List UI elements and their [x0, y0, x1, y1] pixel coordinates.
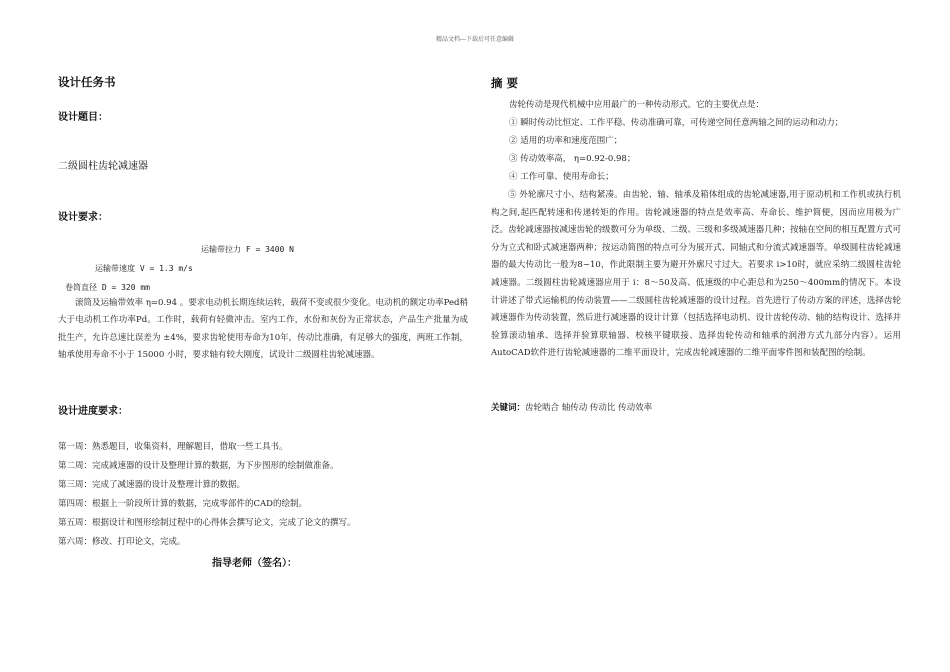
- abstract-title: 摘 要: [491, 76, 519, 90]
- schedule-heading: 设计进度要求：: [58, 406, 128, 417]
- schedule-item-2: 第二周：完成减速器的设计及整理计算的数据，为下步图形的绘制做准备。: [58, 461, 339, 471]
- page-header: 精品文档---下载后可任意编辑: [435, 36, 515, 43]
- abstract-point-1: ① 瞬时传动比恒定、工作平稳、传动准确可靠，可传递空间任意两轴之间的运动和动力；: [509, 118, 844, 128]
- advisor-signature-label: 指导老师（签名）：: [212, 558, 297, 569]
- task-title: 设计任务书: [58, 75, 116, 89]
- param-speed: 运输带速度 V = 1.3 m/s: [95, 264, 193, 273]
- param-diameter: 卷筒直径 D = 320 mm: [65, 283, 150, 292]
- schedule-item-3: 第三周：完成了减速器的设计及整理计算的数据。: [58, 480, 246, 490]
- schedule-item-5: 第五周：根据设计和图形绘制过程中的心得体会撰写论文，完成了论文的撰写。: [58, 518, 356, 528]
- abstract-point-2: ② 适用的功率和速度范围广；: [509, 136, 623, 146]
- abstract-point-3: ③ 传动效率高， η=0.92-0.98；: [509, 154, 636, 164]
- topic-heading: 设计题目：: [58, 112, 108, 123]
- schedule-item-1: 第一周：熟悉题目，收集资料，理解题目，借取一些工具书。: [58, 442, 288, 452]
- topic-text: 二级圆柱齿轮减速器: [58, 161, 148, 172]
- requirements-heading: 设计要求：: [58, 212, 108, 223]
- schedule-item-6: 第六周：修改、打印论文，完成。: [58, 537, 186, 547]
- abstract-point-4: ④ 工作可靠、使用寿命长；: [509, 172, 614, 182]
- keywords-label: 关键词：: [491, 403, 526, 413]
- keywords-line: [491, 400, 652, 417]
- abstract-body: ⑤ 外轮廓尺寸小、结构紧凑。由齿轮、轴、轴承及箱体组成的齿轮减速器,用于原动机和工作机或执行机构之间,起匹配转速和传递转矩的作用。齿轮减速器的特点是效率高、寿命长、维护简便，因而应用极为广泛。齿轮减速器按减速齿轮的级数可分为单级、二级、三级和多级减速器几种；按轴在空间的相互配置方式可分为立式和卧式减速器两种；按运动简图的特点可分为展开式、同轴式和分流式减速器等。单级圆柱齿轮减速器的最大传动比一般为8~10，作此限制主要为避开外廓尺寸过大。若要求 i>10时，就应采纳二级圆柱齿轮减速器。二级圆柱齿轮减速器应用于 i：8～50及高、低速级的中心距总和为250～400mm的情况下。本设计讲述了带式运输机的传动装置——二级圆柱齿轮减速器的设计过程。首先进行了传动方案的评述，选择齿轮减速器作为传动装置，然后进行减速器的设计计算（包括选择电动机、设计齿轮传动、轴的结构设计、选择并验算滚动轴承、选择并验算联轴器、校核平键联接、选择齿轮传动和轴承的润滑方式九部分内容）。运用AutoCAD软件进行齿轮减速器的二维平面设计，完成齿轮减速器的二维平面零件图和装配图的绘制。: [491, 190, 901, 359]
- param-force: 运输带拉力 F = 3400 N: [201, 245, 294, 254]
- schedule-item-4: 第四周：根据上一阶段所计算的数据，完成零部件的CAD的绘制。: [58, 499, 307, 509]
- requirements-text: 滚筒及运输带效率 η=0.94 。要求电动机长期连续运转，载荷不变或很少变化。电动机的额定功率Ped稍大于电动机工作功率Pd。工作时，载荷有轻微冲击。室内工作，水份和灰份为正常状态，产品生产批量为成批生产，允许总速比误差为 ±4%，要求齿轮使用寿命为10年，传动比准确，有足够大的强度，两班工作制，轴承使用寿命不小于 15000 小时，要求轴有较大刚度，试设计二级圆柱齿轮减速器。: [58, 298, 468, 361]
- abstract-intro: 齿轮传动是现代机械中应用最广的一种传动形式。它的主要优点是：: [509, 100, 765, 110]
- keywords-list: 齿轮啮合 轴传动 传动比 传动效率: [525, 403, 653, 413]
